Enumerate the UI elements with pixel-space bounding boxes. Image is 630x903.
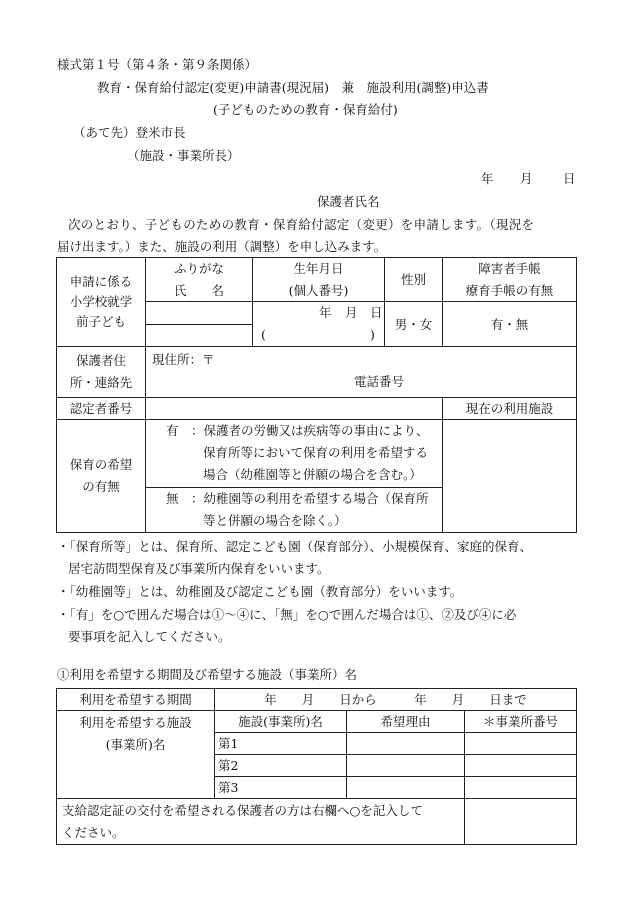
address-input[interactable]: [146, 347, 577, 398]
note-1-line-1: ・「保育所等」とは、保育所、認定こども園（保育部分）、小規模保育、家庭的保育、: [57, 539, 533, 554]
certificate-request-text: 支給認定証の交付を希望される保護者の方は右欄へ○を記入して ください。: [57, 799, 465, 845]
birthdate-input[interactable]: 年 月 日 ( ): [253, 302, 385, 347]
intro-line-2: 届け出ます。）また、施設の利用（調整）を申し込みます。: [57, 239, 387, 254]
disability-select[interactable]: 有・無: [443, 302, 577, 347]
name-input[interactable]: [146, 324, 253, 347]
addressee: （あて先）登米市長: [73, 125, 186, 140]
disability-header-1: 障害者手帳: [443, 258, 577, 280]
reason-input-2[interactable]: [347, 755, 465, 777]
date-year-label: 年: [481, 171, 494, 186]
hope-no-option[interactable]: 無 ：幼稚園等の利用を希望する場合（保育所 等と併願の場合を除く。）: [146, 488, 443, 533]
facility-number-input-3[interactable]: [465, 777, 577, 799]
application-table: [56, 257, 577, 533]
hope-yes-option[interactable]: 有 ：保護者の労働又は疾病等の事由により、 保育所等において保育の利用を希望する 場合（幼稚園等と併願の場合を含む。）: [146, 420, 443, 488]
disability-header-2: 療育手帳の有無: [443, 280, 577, 302]
reason-input-1[interactable]: [347, 733, 465, 755]
address-label: 保護者住 所・連絡先: [57, 347, 146, 398]
period-input[interactable]: 年 月 日から 年 月 日まで: [215, 689, 577, 711]
current-address-label: 現住所：〒: [152, 352, 215, 367]
section1-heading: ①利用を希望する期間及び希望する施設（事業所）名: [57, 667, 358, 682]
cert-no-label: 認定者番号: [57, 398, 146, 420]
note-3-line-1: ・「有」を○で囲んだ場合は①～④に、「無」を○で囲んだ場合は①、②及び④に必: [57, 607, 517, 622]
birthdate-header: 生年月日: [253, 258, 385, 280]
form-title: 教育・保育給付認定(変更)申請書(現況届) 兼 施設利用(調整)申込書: [97, 80, 489, 95]
current-facility-label: 現在の利用施設: [443, 398, 577, 420]
furigana-input[interactable]: [146, 302, 253, 325]
facility-name-header: 施設(事業所)名: [215, 711, 347, 733]
sex-select[interactable]: 男・女: [385, 302, 443, 347]
child-label: 申請に係る 小学校就学 前子ども: [57, 258, 146, 347]
facility-number-input-1[interactable]: [465, 733, 577, 755]
guardian-name-label: 保護者氏名: [317, 194, 380, 209]
intro-line-1: 次のとおり、子どものための教育・保育給付認定（変更）を申請します。（現況を: [68, 217, 535, 232]
facility-number-header: ＊事業所番号: [465, 711, 577, 733]
name-header: 氏 名: [146, 280, 253, 302]
note-3-line-2: 要事項を記入してください。: [68, 629, 231, 644]
furigana-header: ふりがな: [146, 258, 253, 280]
personal-no-header: (個人番号): [253, 280, 385, 302]
date-month-label: 月: [520, 171, 533, 186]
facility-label: 利用を希望する施設 (事業所)名: [57, 711, 215, 799]
facility-number-input-2[interactable]: [465, 755, 577, 777]
phone-label: 電話番号: [354, 374, 405, 389]
addressee-facility: （施設・事業所長）: [127, 148, 240, 163]
form-number: 様式第１号（第４条・第９条関係）: [57, 57, 258, 72]
facility-choice-1[interactable]: 第1: [215, 733, 347, 755]
reason-header: 希望理由: [347, 711, 465, 733]
certificate-request-input[interactable]: [465, 799, 577, 845]
facility-request-table: [56, 688, 577, 845]
reason-input-3[interactable]: [347, 777, 465, 799]
note-1-line-2: 居宅訪問型保育及び事業所内保育をいいます。: [68, 561, 330, 576]
facility-choice-2[interactable]: 第2: [215, 755, 347, 777]
form-subtitle: (子どものための教育・保育給付): [213, 102, 398, 117]
current-facility-input[interactable]: [443, 420, 577, 533]
period-label: 利用を希望する期間: [57, 689, 215, 711]
facility-choice-3[interactable]: 第3: [215, 777, 347, 799]
hope-label: 保育の希望 の有無: [57, 420, 146, 533]
note-2-line-1: ・「幼稚園等」とは、幼稚園及び認定こども園（教育部分）をいいます。: [57, 584, 463, 599]
date-day-label: 日: [563, 171, 576, 186]
sex-header: 性別: [385, 258, 443, 302]
cert-no-input[interactable]: [146, 398, 443, 420]
